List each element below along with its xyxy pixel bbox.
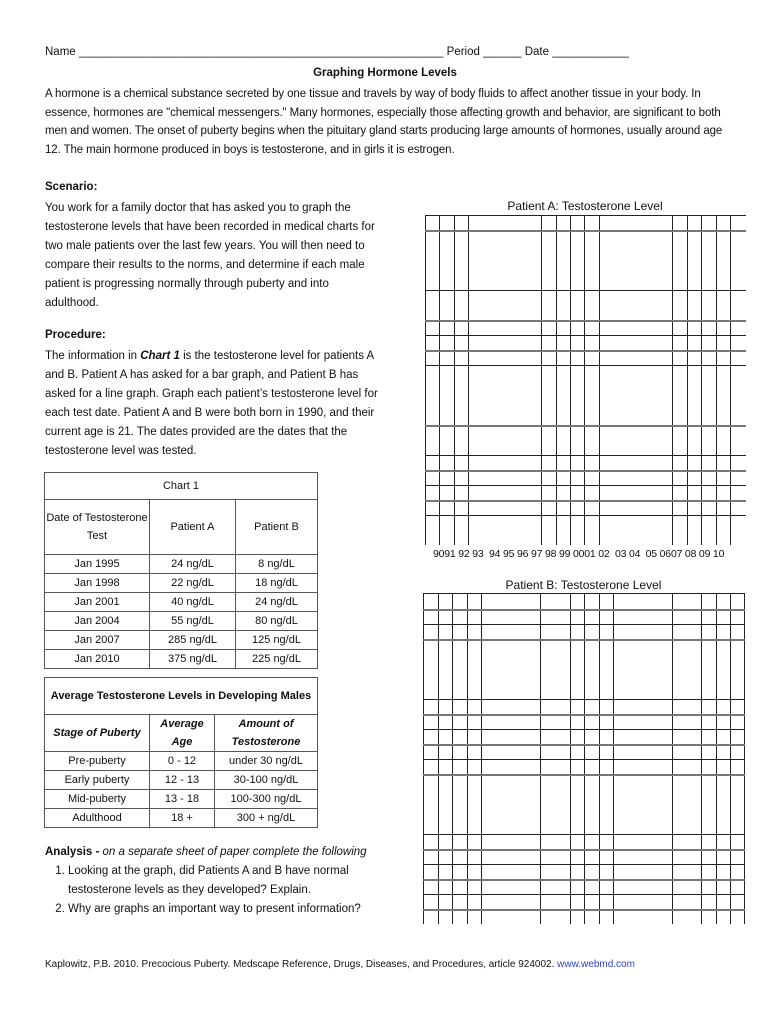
page-title: Graphing Hormone Levels — [313, 67, 457, 79]
grid-line-horizontal — [425, 365, 746, 366]
procedure-text — [45, 347, 390, 461]
grid-line-horizontal — [423, 624, 745, 625]
analysis-subheading: on a separate sheet of paper complete the following — [99, 846, 367, 858]
grid-line-horizontal — [425, 230, 746, 232]
date-label: Date — [524, 46, 549, 58]
cell: 225 ng/dL — [236, 650, 318, 669]
citation — [45, 959, 635, 970]
table-row — [45, 593, 318, 612]
cell: 8 ng/dL — [236, 555, 318, 574]
period-field[interactable]: ______ — [483, 46, 522, 58]
grid-line-horizontal — [423, 774, 745, 776]
cell: 100-300 ng/dL — [215, 790, 318, 809]
grid-line-vertical — [425, 215, 426, 545]
cell: Adulthood — [45, 809, 150, 828]
grid-line-horizontal — [423, 759, 745, 760]
cell: 300 + ng/dL — [215, 809, 318, 828]
grid-line-horizontal — [425, 455, 746, 456]
cell: Jan 2001 — [45, 593, 150, 612]
grid-line-vertical — [439, 215, 440, 545]
table-row — [45, 650, 318, 669]
date-field[interactable]: ____________ — [552, 46, 629, 58]
chart1-table — [44, 472, 318, 669]
cell: 12 - 13 — [150, 771, 215, 790]
name-label: Name — [45, 46, 76, 58]
grid-line-horizontal — [423, 639, 745, 641]
grid-line-horizontal — [423, 849, 745, 851]
average-table-caption: Average Testosterone Levels in Developing Males — [45, 678, 318, 715]
grid-line-vertical — [454, 215, 455, 545]
grid-line-horizontal — [423, 714, 745, 716]
grid-line-vertical — [584, 215, 585, 545]
grid-line-horizontal — [423, 744, 745, 746]
chart1-caption: Chart 1 — [45, 473, 318, 500]
grid-line-horizontal — [423, 699, 745, 700]
cell: 375 ng/dL — [150, 650, 236, 669]
grid-line-horizontal — [425, 320, 746, 322]
avg-header-age: Average Age — [150, 715, 215, 752]
table-row — [45, 790, 318, 809]
citation-text: Kaplowitz, P.B. 2010. Precocious Puberty. Medscape Reference, Drugs, Diseases, and Procedures, article 924002. — [45, 959, 558, 970]
grid-line-horizontal — [423, 834, 745, 835]
grid-line-horizontal — [425, 335, 746, 336]
period-label: Period — [446, 46, 480, 58]
analysis-questions — [45, 862, 385, 919]
grid-line-horizontal — [423, 729, 745, 730]
cell: 22 ng/dL — [150, 574, 236, 593]
grid-line-vertical — [687, 215, 688, 545]
table-row — [45, 752, 318, 771]
grid-line-horizontal — [423, 609, 745, 611]
cell: Pre-puberty — [45, 752, 150, 771]
cell: under 30 ng/dL — [215, 752, 318, 771]
grid-line-vertical — [701, 215, 702, 545]
scenario-heading: Scenario: — [45, 181, 98, 193]
grid-line-vertical — [556, 215, 557, 545]
chart1-header-patient-b: Patient B — [236, 500, 318, 555]
analysis-heading: Analysis - — [45, 846, 100, 858]
grid-line-horizontal — [423, 894, 745, 895]
chart1-header-date: Date of Testosterone Test — [45, 500, 150, 555]
cell: 24 ng/dL — [150, 555, 236, 574]
grid-line-vertical — [599, 215, 600, 545]
patient-b-graph-title: Patient B: Testosterone Level — [505, 578, 662, 592]
grid-line-horizontal — [425, 470, 746, 472]
grid-line-horizontal — [425, 515, 746, 516]
chart1-header-patient-a: Patient A — [150, 500, 236, 555]
cell: 30-100 ng/dL — [215, 771, 318, 790]
grid-line-vertical — [541, 215, 542, 545]
cell: 55 ng/dL — [150, 612, 236, 631]
grid-line-horizontal — [425, 485, 746, 486]
cell: Jan 2010 — [45, 650, 150, 669]
table-row — [45, 574, 318, 593]
table-row — [45, 631, 318, 650]
patient-a-graph-title: Patient A: Testosterone Level — [507, 199, 663, 213]
cell: 18 + — [150, 809, 215, 828]
grid-line-vertical — [570, 215, 571, 545]
patient-a-x-axis-labels: 9091 92 93 94 95 96 97 98 99 0001 02 03 04 05 0607 08 09 10 — [433, 548, 725, 560]
grid-line-horizontal — [425, 215, 746, 216]
cell: Jan 1998 — [45, 574, 150, 593]
name-field[interactable]: _________________________________________________________ — [78, 46, 444, 58]
grid-line-vertical — [730, 215, 731, 545]
cell: Mid-puberty — [45, 790, 150, 809]
cell: Jan 2007 — [45, 631, 150, 650]
cell: 18 ng/dL — [236, 574, 318, 593]
citation-link[interactable]: www.webmd.com — [557, 959, 635, 970]
procedure-text-part: The information in — [45, 350, 141, 362]
intro-paragraph: A hormone is a chemical substance secreted by one tissue and travels by way of body fluids to affect another tissue in your body. In essence, hormones are "chemical messengers." Many hormones, especially those affecting growth and behavior, are significant to both men and women. The onset of puberty begins when the pituitary gland starts producing large amounts of hormones, usually around age 12. The main hormone produced in boys is testosterone, and in girls it is estrogen. — [45, 88, 723, 156]
header-fields — [45, 46, 705, 58]
grid-line-vertical — [672, 215, 673, 545]
cell: Jan 1995 — [45, 555, 150, 574]
grid-line-horizontal — [423, 593, 745, 594]
cell: 13 - 18 — [150, 790, 215, 809]
question-item: 2. Why are graphs an important way to present information? — [68, 900, 385, 919]
table-row — [45, 809, 318, 828]
grid-line-vertical — [468, 215, 469, 545]
scenario-text: You work for a family doctor that has asked you to graph the testosterone levels that have been recorded in medical charts for two male patients over the last few years. You will then need to compare their results to the norms, and determine if each male patient is progressing normally through puberty and into adulthood. — [45, 202, 375, 309]
cell: 40 ng/dL — [150, 593, 236, 612]
grid-line-horizontal — [425, 290, 746, 291]
table-row — [45, 612, 318, 631]
grid-line-vertical — [716, 215, 717, 545]
cell: Jan 2004 — [45, 612, 150, 631]
cell: 125 ng/dL — [236, 631, 318, 650]
grid-line-horizontal — [425, 425, 746, 427]
cell: 80 ng/dL — [236, 612, 318, 631]
average-levels-table — [44, 677, 318, 828]
grid-line-horizontal — [425, 500, 746, 502]
grid-line-horizontal — [423, 909, 745, 911]
question-item: 1. Looking at the graph, did Patients A and B have normal testosterone levels as they developed? Explain. — [68, 862, 385, 900]
grid-line-horizontal — [423, 864, 745, 865]
cell: Early puberty — [45, 771, 150, 790]
chart-reference: Chart 1 — [140, 350, 180, 362]
cell: 0 - 12 — [150, 752, 215, 771]
procedure-text-part: is the testosterone level for patients A and B. Patient A has asked for a bar graph, and Patient B has asked for a line graph. Graph each patient’s testosterone level for each test date. Patient A and B were both born in 1990, and their current age is 21. The dates provided are the dates that the testosterone level was tested. — [45, 350, 378, 457]
analysis-section — [45, 843, 385, 919]
cell: 24 ng/dL — [236, 593, 318, 612]
table-row — [45, 771, 318, 790]
avg-header-amount: Amount of Testosterone — [215, 715, 318, 752]
grid-line-horizontal — [425, 350, 746, 352]
avg-header-stage: Stage of Puberty — [45, 715, 150, 752]
procedure-heading: Procedure: — [45, 329, 106, 341]
grid-line-horizontal — [423, 879, 745, 881]
cell: 285 ng/dL — [150, 631, 236, 650]
table-row — [45, 555, 318, 574]
